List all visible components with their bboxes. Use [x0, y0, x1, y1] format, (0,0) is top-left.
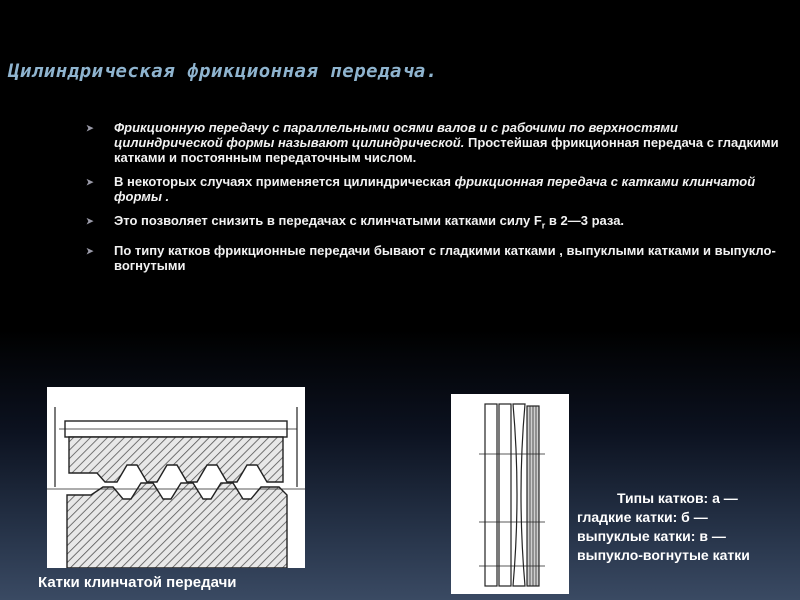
bullet-1-normal: Простейшая фрикционная передача с гладкими катками и постоянным передаточным числом.	[114, 135, 779, 165]
lower-roller	[67, 483, 287, 568]
bullet-4-text: По типу катков фрикционные передачи бывают с гладкими катками , выпуклыми катками и выпукло-вогнутыми	[114, 242, 776, 273]
arrow-bullet-icon: ➤	[86, 177, 94, 187]
bullet-item-1	[84, 120, 784, 165]
bullet-item-4	[84, 243, 784, 273]
roller-types-drawing	[451, 394, 569, 594]
bullet-1-italic: Фрикционную передачу с параллельными осями валов и с рабочими по верхностями цилиндрической формы называют цилиндрической.	[114, 120, 678, 150]
left-figure-caption: Катки клинчатой передачи	[38, 574, 237, 591]
bullet-list	[84, 120, 784, 282]
wedge-rollers-figure	[47, 387, 305, 568]
bullet-3-after: в 2—3 раза.	[545, 213, 625, 228]
bullet-item-2	[84, 174, 784, 204]
bullet-3-before: Это позволяет снизить в передачах с клинчатыми катками силу	[114, 213, 534, 228]
smooth-roller-a2	[499, 404, 511, 586]
arrow-bullet-icon: ➤	[86, 216, 94, 226]
right-figure-caption	[577, 489, 782, 565]
roller-types-figure	[451, 394, 569, 594]
slide-title: Цилиндрическая фрикционная передача.	[8, 60, 438, 82]
arrow-bullet-icon: ➤	[86, 123, 94, 133]
force-symbol: F	[533, 213, 542, 228]
bullet-item-3	[84, 213, 784, 234]
bullet-2-italic: фрикционная передача с катками клинчатой формы .	[114, 174, 756, 204]
bullet-2-normal: В некоторых случаях применяется цилиндрическая	[114, 174, 455, 189]
wedge-rollers-drawing	[47, 387, 305, 568]
convex-concave-roller-c	[527, 406, 539, 586]
right-figure-caption-text: Типы катков: а — гладкие катки: б — выпуклые катки: в — выпукло-вогнутые катки	[577, 490, 750, 563]
upper-roller	[69, 437, 283, 482]
force-subscript: r	[541, 220, 546, 231]
arrow-bullet-icon: ➤	[86, 245, 94, 256]
convex-roller-b	[513, 404, 525, 586]
smooth-roller-a1	[485, 404, 497, 586]
